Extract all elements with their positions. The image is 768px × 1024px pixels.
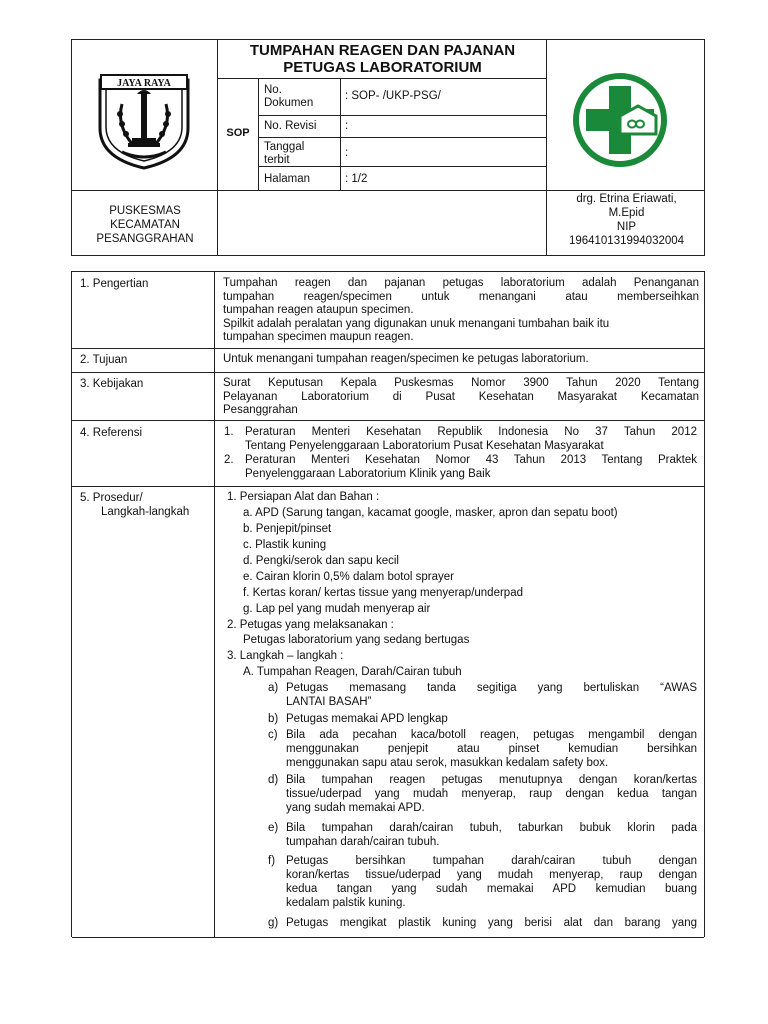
signatory-nip-label: NIP [616, 221, 637, 233]
meta-key-no-revisi: No. Revisi [264, 120, 317, 132]
meta-key-halaman: Halaman [264, 173, 311, 185]
pengertian-line-2: tumpahan reagen/specimen untuk menangani atau memberseihkan [223, 290, 699, 303]
procedure-table [71, 271, 705, 937]
step-1-heading: 1. Persiapan Alat dan Bahan : [227, 491, 380, 503]
label-pengertian: 1. Pengertian [80, 278, 149, 290]
sop-label: SOP [226, 127, 250, 139]
substep-f-line-3: kedua tangan yang sudah memakai APD kemudian buang [286, 883, 697, 895]
logo-lettering: JAYA RAYA [117, 78, 171, 89]
document-title [218, 40, 547, 78]
substep-e-line-2: tumpahan darah/cairan tubuh. [286, 836, 440, 848]
meta-value-no-dokumen: : SOP- /UKP-PSG/ [345, 90, 441, 102]
jaya-raya-logo [92, 66, 196, 170]
substep-f-line-4: kedalam palstik kuning. [286, 897, 406, 909]
org-line-2: KECAMATAN [110, 219, 180, 231]
step-2-heading: 2. Petugas yang melaksanakan : [227, 619, 394, 631]
material-item: b. Penjepit/pinset [243, 523, 332, 535]
tujuan-text: Untuk menangani tumpahan reagen/specimen ke petugas laboratorium. [223, 353, 589, 365]
substep-a-num: a) [268, 682, 279, 694]
material-item: e. Cairan klorin 0,5% dalam botol sprayer [243, 571, 454, 583]
substep-f-line-2: koran/kertas tissue/uderpad yang mudah menyerap, raup dengan [286, 869, 697, 881]
pengertian-line-3: tumpahan reagen ataupun specimen. [223, 304, 414, 316]
signatory-nip: 196410131994032004 [568, 235, 685, 247]
substep-b-num: b) [268, 713, 279, 725]
substep-f-line-1: Petugas bersihkan tumpahan darah/cairan tubuh dengan [286, 855, 697, 867]
material-item: d. Pengki/serok dan sapu kecil [243, 555, 399, 567]
puskesmas-logo [572, 72, 668, 168]
referensi-2-line-1: Peraturan Menteri Kesehatan Nomor 43 Tahun 2013 Tentang Praktek [245, 454, 697, 466]
step-3-heading: 3. Langkah – langkah : [227, 650, 344, 662]
material-item: a. APD (Sarung tangan, kacamat google, masker, apron dan sepatu boot) [243, 507, 618, 519]
meta-value-tanggal-terbit: : [345, 147, 349, 159]
referensi-2-num: 2. [224, 454, 234, 466]
signatory-name: drg. Etrina Eriawati, [576, 193, 677, 205]
org-line-3: PESANGGRAHAN [96, 233, 194, 245]
substep-g-num: g) [268, 917, 279, 929]
step-3-subheading: A. Tumpahan Reagen, Darah/Cairan tubuh [243, 666, 462, 678]
substep-c-line-3: menggunakan sapu atau serok, masukkan kedalam safety box. [286, 757, 609, 769]
kebijakan-line-1: Surat Keputusan Kepala Puskesmas Nomor 3900 Tahun 2020 Tentang [223, 377, 699, 389]
referensi-2-line-2: Penyelenggaraan Laboratorium Klinik yang Baik [245, 467, 491, 480]
substep-a-line-2: LANTAI BASAH” [286, 696, 372, 708]
referensi-1-num: 1. [224, 426, 234, 438]
substep-e-line-1: Bila tumpahan darah/cairan tubuh, taburkan bubuk klorin pada [286, 822, 697, 834]
label-referensi: 4. Referensi [80, 427, 143, 439]
substep-c-num: c) [268, 729, 278, 741]
pengertian-line-5: tumpahan specimen maupun reagen. [223, 331, 414, 343]
substep-a-line-1: Petugas memasang tanda segitiga yang bertuliskan “AWAS [286, 682, 697, 694]
meta-key-tanggal-terbit: Tanggal terbit [264, 141, 305, 166]
signatory-block [547, 192, 706, 248]
substep-g-line-1: Petugas mengikat plastik kuning yang berisi alat dan barang yang [286, 917, 697, 929]
label-kebijakan: 3. Kebijakan [80, 378, 144, 390]
title-line-1: TUMPAHAN REAGEN DAN PAJANAN [249, 42, 516, 59]
referensi-1-line-2: Tentang Penyelenggaraan Laboratorium Pusat Kesehatan Masyarakat [245, 439, 604, 452]
kebijakan-line-3: Pesanggrahan [223, 404, 298, 416]
substep-d-line-1: Bila tumpahan reagen petugas menutupnya dengan koran/kertas [286, 774, 697, 786]
referensi-1-line-1: Peraturan Menteri Kesehatan Republik Indonesia No 37 Tahun 2012 [245, 426, 697, 438]
pengertian-line-4: Spilkit adalah peralatan yang digunakan unuk menangani tumbahan baik itu [223, 317, 610, 330]
material-item: g. Lap pel yang mudah menyerap air [243, 603, 431, 615]
pengertian-line-1: Tumpahan reagen dan pajanan petugas laboratorium adalah Penanganan [223, 277, 699, 289]
substep-c-line-2: menggunakan penjepit atau pinset kemudian bersihkan [286, 743, 697, 755]
organization-name [72, 197, 218, 246]
meta-value-halaman: : 1/2 [345, 173, 368, 185]
label-tujuan: 2. Tujuan [80, 354, 128, 366]
label-prosedur: 5. Prosedur/ [80, 492, 143, 504]
kebijakan-line-2: Pelayanan Laboratorium di Pusat Kesehatan Masyarakat Kecamatan [223, 390, 699, 403]
substep-b-line-1: Petugas memakai APD lengkap [286, 713, 448, 725]
document-header [71, 39, 705, 256]
org-line-1: PUSKESMAS [109, 205, 181, 217]
material-item: c. Plastik kuning [243, 539, 327, 551]
signatory-title: M.Epid [608, 207, 645, 219]
substep-e-num: e) [268, 822, 279, 834]
substep-d-line-2: tissue/uderpad yang mudah menyerap, raup dengan kedua tangan [286, 788, 697, 800]
substep-d-line-3: yang sudah memakai APD. [286, 802, 425, 814]
meta-key-no-dokumen: No. Dokumen [264, 84, 314, 109]
title-line-2: PETUGAS LABORATORIUM [283, 59, 482, 76]
substep-c-line-1: Bila ada pecahan kaca/botoll reagen, petugas mengambil dengan [286, 729, 697, 741]
label-langkah: Langkah-langkah [101, 506, 190, 518]
meta-value-no-revisi: : [345, 120, 349, 132]
step-2-text: Petugas laboratorium yang sedang bertugas [243, 634, 470, 646]
substep-d-num: d) [268, 774, 279, 786]
material-item: f. Kertas koran/ kertas tissue yang menyerap/underpad [243, 587, 523, 599]
substep-f-num: f) [268, 855, 276, 867]
